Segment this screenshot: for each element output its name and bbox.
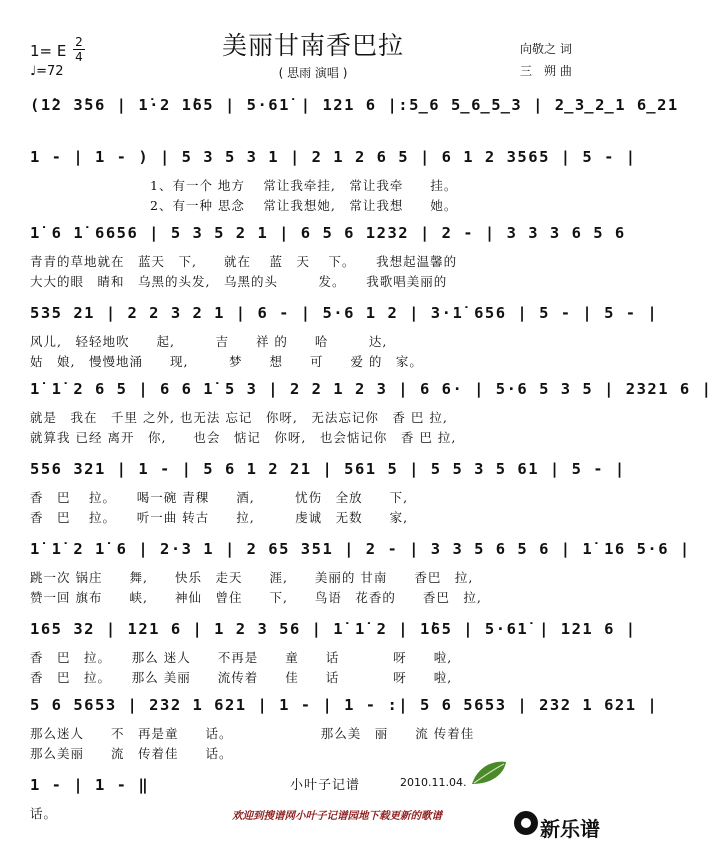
lyric-line: 姑 娘, 慢慢地涌 现, 梦 想 可 爱 的 家。 [30,354,423,369]
composer-credit: 三 朔 曲 [520,64,572,78]
time-signature-top: 2 [75,35,83,49]
tempo-marking: ♩=72 [30,64,64,79]
lyric-line: 香 巴 拉。 那么 迷人 不再是 童 话 呀 啦, [30,650,453,665]
notation-line: 165 32 | 121 6 | 1 2 3 56 | 1̇ 1̇ 2 | 1̇65 | 5·61̇ | 121 6 | [30,620,637,638]
notation-line: 1 - | 1 - ) | 5 3 5 3 1 | 2 1 2 6 5 | 6 1 2 3565 | 5 - | [30,148,637,166]
lyric-line: 风儿, 轻轻地吹 起, 吉 祥 的 哈 达, [30,334,388,349]
brand-logo-icon [514,811,538,835]
notation-line: 1̇ 1̇ 2 6 5 | 6 6 1̇ 5 3 | 2 2 1 2 3 | 6 6· | 5·6 5 3 5 | 2321 6 | [30,380,712,398]
lyricist-credit: 向敬之 词 [520,42,572,56]
brand-name: 新乐谱 [540,817,600,841]
singer-credit: ( 思雨 演唱 ) [278,66,348,80]
recorded-date: 2010.11.04. [400,776,467,789]
notation-line: 5 6 5653 | 232 1 621 | 1 - | 1 - :| 5 6 5653 | 232 1 621 | [30,696,659,714]
song-title: 美丽甘南香巴拉 [221,31,404,60]
lyric-line: 大大的眼 睛和 乌黑的头发, 乌黑的头 发。 我歌唱美丽的 [30,274,448,289]
key-signature: 1= E [30,42,67,60]
lyric-line: 话。 [30,806,58,821]
lyric-line: 1、有一个 地方 常让我牵挂, 常让我牵 挂。 [150,178,458,193]
lyric-line: 跳一次 锅庄 舞, 快乐 走天 涯, 美丽的 甘南 香巴 拉, [30,570,474,585]
recorder-credit: 小叶子记谱 [290,778,361,793]
lyric-line: 那么美丽 流 传着佳 话。 [30,746,233,761]
lyric-line: 香 巴 拉。 喝一碗 青稞 酒, 忧伤 全放 下, [30,490,409,505]
time-signature-bottom: 4 [75,50,83,64]
lyric-line: 2、有一种 思念 常让我想她, 常让我想 她。 [150,198,458,213]
notation-line: 1̇ 6 1̇ 6656 | 5 3 5 2 1 | 6 5 6 1232 | 2 - | 3 3 3 6 5 6 [30,224,626,242]
notation-line: 1̇ 1̇ 2 1̇ 6 | 2·3 1 | 2 65 351 | 2 - | 3 3 5 6 5 6 | 1̇ 16 5·6 | [30,540,691,558]
lyric-line: 香 巴 拉。 那么 美丽 流传着 佳 话 呀 啦, [30,670,453,685]
lyric-line: 赞一回 旗布 峡, 神仙 曾住 下, 鸟语 花香的 香巴 拉, [30,590,482,605]
lyric-line: 香 巴 拉。 听一曲 转古 拉, 虔诚 无数 家, [30,510,409,525]
notation-line: (1̇2 3̇56 | 1̇·2 1̇65 | 5·61̇ | 121 6 |:5̲6 5̲6̲5̲3 | 2̲3̲2̲1 6̲21 [30,96,679,114]
lyric-line: 那么迷人 不 再是童 话。 那么美 丽 流 传着佳 [30,726,475,741]
lyric-line: 就是 我在 千里 之外, 也无法 忘记 你呀, 无法忘记你 香 巴 拉, [30,410,448,425]
promo-text: 欢迎到搜谱网小叶子记谱园地下载更新的歌谱 [232,810,442,822]
lyric-line: 青青的草地就在 蓝天 下, 就在 蓝 天 下。 我想起温馨的 [30,254,458,269]
notation-line: 556 321 | 1 - | 5 6 1 2 21 | 561 5 | 5 5 3 5 61 | 5 - | [30,460,626,478]
leaf-icon [470,760,508,786]
notation-line: 1 - | 1 - ‖ [30,776,150,794]
time-signature [73,36,85,63]
notation-line: 535 21 | 2 2 3 2 1 | 6 - | 5·6 1 2 | 3·1̇ 656 | 5 - | 5 - | [30,304,659,322]
lyric-line: 就算我 已经 离开 你, 也会 惦记 你呀, 也会惦记你 香 巴 拉, [30,430,457,445]
